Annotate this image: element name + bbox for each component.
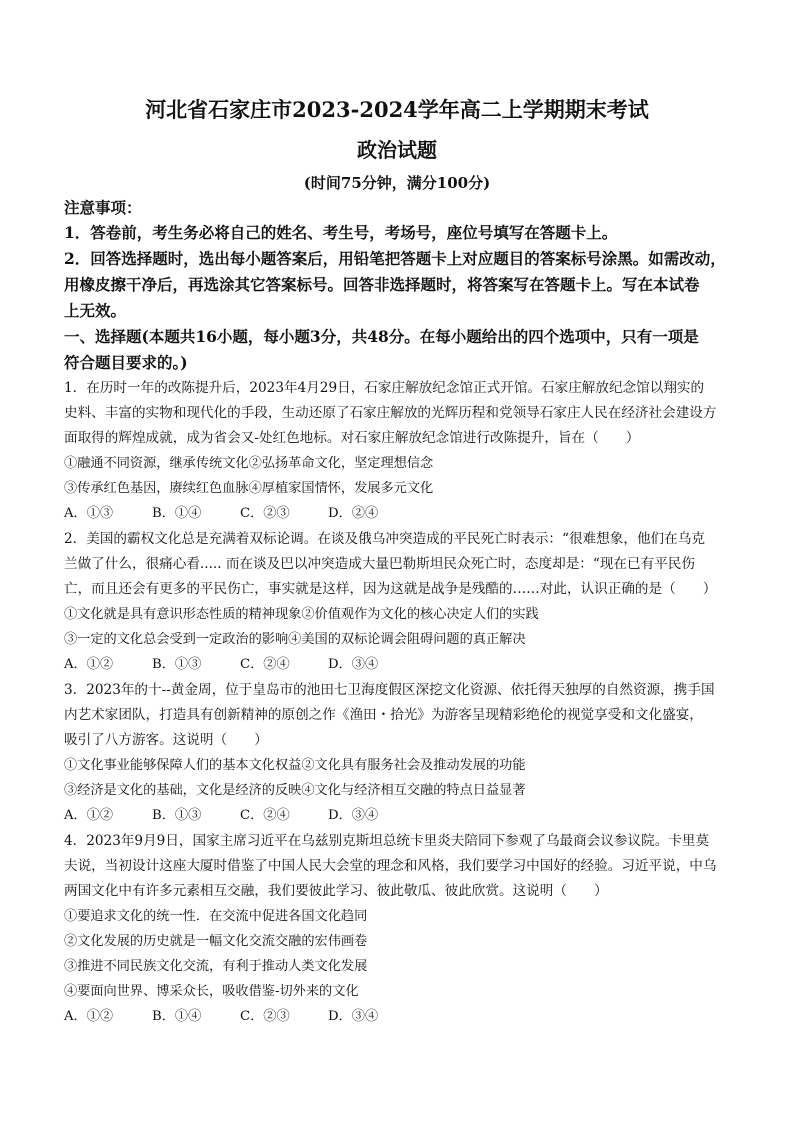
question-text: 亡，而且还会有更多的平民伤亡，事实就是这样，因为这就是战争是残酷的……对此，认识正确的是（ ） bbox=[64, 581, 717, 597]
section-heading: 一、选择题(本题共16小题，每小题3分，共48分。在每小题给出的四个选项中，只有一项是 bbox=[64, 327, 699, 346]
statement-option: ③经济是文化的基础，文化是经济的反映④文化与经济相互交融的特点日益显著 bbox=[64, 783, 526, 798]
choice-d: D．③④ bbox=[328, 1009, 379, 1024]
notice-line: 用橡皮擦干净后，再选涂其它答案标号。回答非选择题时，将答案写在答题卡上。写在本试卷 bbox=[64, 275, 700, 294]
choice-b: B．①④ bbox=[152, 1009, 202, 1024]
question-2 bbox=[64, 527, 734, 678]
answer-choices bbox=[64, 652, 734, 678]
question-1 bbox=[64, 376, 734, 527]
question-text: 3．2023年的十--黄金周，位于皇岛市的池田七卫海度假区深挖文化资源、依托得天独厚的自然资源，携手国 bbox=[64, 682, 715, 698]
choice-d: D．③④ bbox=[328, 657, 379, 672]
choice-b: B．①④ bbox=[152, 506, 202, 521]
subject-title: 政治试题 bbox=[357, 138, 437, 162]
question-text: 1．在历时一年的改陈提升后，2023年4月29日，石家庄解放纪念馆正式开馆。石家庄解放纪念馆以翔实的 bbox=[64, 380, 705, 396]
choice-a: A．①② bbox=[64, 657, 114, 672]
choice-c: C．②④ bbox=[240, 657, 290, 672]
choice-c: C．②④ bbox=[240, 808, 290, 823]
statement-option: ①融通不同资源，继承传统文化②弘扬革命文化，坚定理想信念 bbox=[64, 456, 434, 471]
choice-b: B．①③ bbox=[152, 657, 202, 672]
statement-option: ③推进不同民族文化交流，有利于推动人类文化发展 bbox=[64, 959, 368, 974]
choice-a: A．①② bbox=[64, 808, 114, 823]
question-text: 吸引了八方游客。这说明（ ） bbox=[64, 732, 268, 748]
exam-title: 河北省石家庄市2023-2024学年高二上学期期末考试 bbox=[145, 97, 649, 122]
choice-d: D．②④ bbox=[328, 506, 379, 521]
choice-b: B．①③ bbox=[152, 808, 202, 823]
question-text: 2．美国的霸权文化总是充满着双标论调。在谈及俄乌冲突造成的平民死亡时表示：“很难想象，他们在乌克 bbox=[64, 531, 705, 547]
statement-option: ④要面向世界、博采众长，吸收借鉴-切外来的文化 bbox=[64, 984, 359, 999]
choice-c: C．②③ bbox=[240, 1009, 290, 1024]
question-text: 两国文化中有许多元素相互交融，我们要彼此学习、彼此敬瓜、彼此欣赏。这说明（ ） bbox=[64, 883, 608, 899]
statement-option: ①文化事业能够保障人们的基本文化权益②文化具有服务社会及推动发展的功能 bbox=[64, 758, 526, 773]
statement-option: ②文化发展的历史就是一幅文化交流交融的宏伟画卷 bbox=[64, 934, 368, 949]
question-text: 4．2023年9月9日，国家主席习近平在乌兹别克斯坦总统卡里炎夫陪同下参观了乌最商会议参议院。卡里莫 bbox=[64, 833, 710, 849]
choice-a: A．①③ bbox=[64, 506, 114, 521]
section-heading: 符合题目要求的。) bbox=[64, 353, 188, 372]
statement-option: ③传承红色基因，赓续红色血脉④厚植家国情怀，发展多元文化 bbox=[64, 481, 434, 496]
statement-option: ③一定的文化总会受到一定政治的影响④美国的双标论调会阻碍问题的真正解决 bbox=[64, 632, 526, 647]
choice-a: A．①② bbox=[64, 1009, 114, 1024]
statement-option: ①文化就是具有意识形态性质的精神现象②价值观作为文化的核心决定人们的实践 bbox=[64, 607, 539, 622]
answer-choices bbox=[64, 1004, 734, 1030]
notice-line: 2．回答选择题时，选出每小题答案后，用铅笔把答题卡上对应题目的答案标号涂黑。如需改动， bbox=[64, 249, 726, 268]
question-text: 面取得的辉煌成就，成为省会又-处红色地标。对石家庄解放纪念馆进行改陈提升，旨在（ ） bbox=[64, 430, 640, 446]
notice-line: 1．答卷前，考生务必将自己的姓名、考生号，考场号，座位号填写在答题卡上。 bbox=[64, 223, 618, 242]
answer-choices bbox=[64, 501, 734, 527]
exam-content bbox=[64, 196, 734, 1030]
question-text: 夫说，当初设计这座大厦时借鉴了中国人民大会堂的理念和风格，我们要学习中国好的经验。习近平说，中乌 bbox=[64, 858, 717, 874]
time-info: (时间75分钟，满分100分) bbox=[303, 174, 491, 192]
notice-line: 上无效。 bbox=[64, 301, 127, 320]
question-text: 史料、丰富的实物和现代化的手段，生动还原了石家庄解放的光辉历程和党领导石家庄人民在经济社会建设方 bbox=[64, 405, 717, 421]
choice-d: D．③④ bbox=[328, 808, 379, 823]
choice-c: C．②③ bbox=[240, 506, 290, 521]
statement-option: ①要追求文化的统一性．在交流中促进各国文化趋同 bbox=[64, 909, 368, 924]
answer-choices bbox=[64, 803, 734, 829]
notice-heading: 注意事项： bbox=[64, 198, 142, 217]
question-4 bbox=[64, 829, 734, 1030]
question-text: 内艺术家团队，打造具有创新精神的原创之作《渔田・拾光》为游客呈现精彩绝伦的视觉享受和文化盛宴， bbox=[64, 707, 703, 723]
question-3 bbox=[64, 678, 734, 829]
question-text: 兰做了什么，很痛心看..... 而在谈及巴以冲突造成大量巴勒斯坦民众死亡时，态度却是：“现在已有平民伤 bbox=[64, 556, 695, 572]
